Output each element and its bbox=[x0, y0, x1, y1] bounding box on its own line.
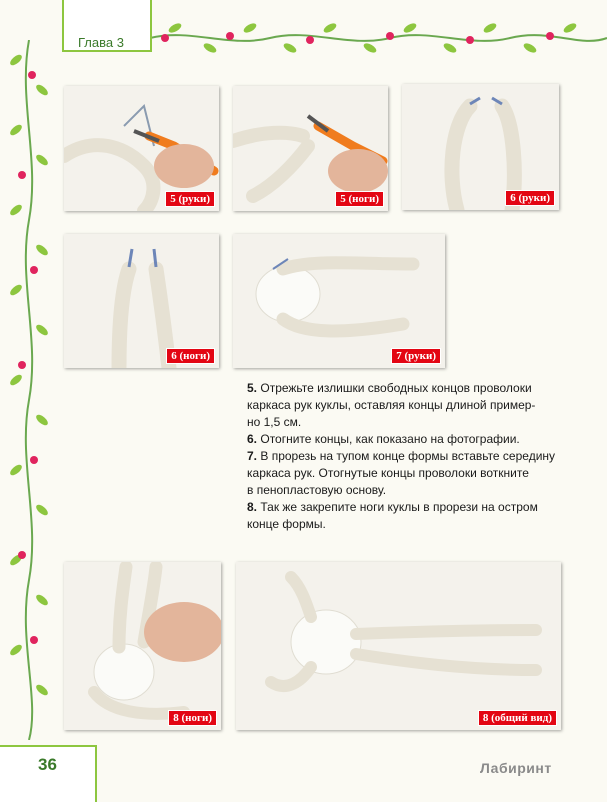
photo-caption: 7 (руки) bbox=[391, 348, 441, 364]
instruction-line: Отогните концы, как показано на фотографии. bbox=[260, 432, 520, 446]
photo-step5-arms bbox=[64, 86, 219, 211]
instruction-line: Так же закрепите ноги куклы в прорези на остром bbox=[260, 500, 538, 514]
instruction-step-5 bbox=[247, 380, 567, 431]
instruction-line: В прорезь на тупом конце формы вставьте середину bbox=[260, 449, 556, 463]
step-number: 8. bbox=[247, 500, 258, 514]
instruction-line: каркаса рук. Отогнутые концы проволоки воткните bbox=[247, 466, 529, 480]
photo-caption: 5 (ноги) bbox=[335, 191, 384, 207]
photo-caption: 6 (руки) bbox=[505, 190, 555, 206]
photo-caption: 5 (руки) bbox=[165, 191, 215, 207]
chapter-title: Глава 3 bbox=[78, 35, 124, 50]
vine-border-top bbox=[150, 18, 607, 58]
instruction-line: в пенопластовую основу. bbox=[247, 483, 387, 497]
vine-border-left bbox=[8, 40, 50, 740]
photo-step6-arms bbox=[402, 84, 559, 210]
instruction-step-8 bbox=[247, 499, 567, 533]
instruction-step-6 bbox=[247, 431, 567, 448]
photo-caption: 8 (общий вид) bbox=[478, 710, 557, 726]
instructions-text bbox=[247, 380, 567, 533]
watermark: Лабиринт bbox=[480, 760, 552, 776]
step-number: 5. bbox=[247, 381, 258, 395]
instruction-line: каркаса рук куклы, оставляя концы длиной пример- bbox=[247, 398, 536, 412]
instruction-line: Отрежьте излишки свободных концов проволоки bbox=[260, 381, 532, 395]
photo-step6-legs bbox=[64, 234, 219, 368]
instruction-line: но 1,5 см. bbox=[247, 415, 302, 429]
step-number: 6. bbox=[247, 432, 258, 446]
photo-step7-arms bbox=[233, 234, 445, 368]
photo-caption: 8 (ноги) bbox=[168, 710, 217, 726]
photo-illustration bbox=[64, 562, 221, 730]
photo-step8-overview bbox=[236, 562, 561, 730]
instruction-step-7 bbox=[247, 448, 567, 499]
page-number: 36 bbox=[38, 755, 57, 774]
photo-step8-legs bbox=[64, 562, 221, 730]
instruction-line: конце формы. bbox=[247, 517, 326, 531]
photo-step5-legs bbox=[233, 86, 388, 211]
photo-caption: 6 (ноги) bbox=[166, 348, 215, 364]
photo-illustration bbox=[236, 562, 561, 730]
step-number: 7. bbox=[247, 449, 258, 463]
